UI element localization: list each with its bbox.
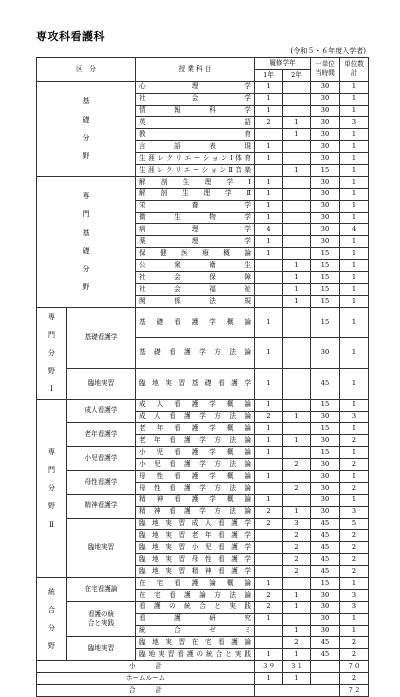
credits-cell: 2 [340,554,369,566]
hours-cell: 15 [311,248,340,260]
subject-cell: 薬 理 学 [136,236,255,248]
subject-cell: 老 年 看 護 学 概 論 [136,423,255,435]
table-row [37,81,369,93]
hours-cell: 15 [311,165,340,177]
hours-cell: 30 [311,212,340,224]
group-cell [37,176,136,307]
year2-cell [283,141,311,153]
year1-cell: 1 [255,153,283,165]
subject-cell: 微 生 物 学 [136,212,255,224]
group-cell-label: 基礎分野 [82,97,90,161]
subject-cell: 成 人 看 護 学 概 論 [136,399,255,411]
credits-cell: 1 [340,283,369,295]
hours-cell: 30 [311,589,340,601]
subject-cell: 基 礎 看 護 学 概 論 [136,307,255,338]
homeroom-year2: 1 [283,673,311,685]
hours-cell: 30 [311,81,340,93]
credits-cell: 1 [340,399,369,411]
subject-cell: 在 宅 看 護 論 概 論 [136,578,255,590]
subject-cell: 臨 地 実 習 小 児 看 護 学 [136,542,255,554]
table-row [37,176,369,188]
year1-cell: 2 [255,117,283,129]
year1-cell: 1 [255,423,283,435]
year2-cell: 1 [283,272,311,284]
subtotal-row [37,661,369,673]
year2-cell: 1 [283,625,311,637]
year2-cell [283,470,311,482]
hours-cell: 15 [311,260,340,272]
credits-cell: 1 [340,368,369,399]
year1-cell: 2 [255,601,283,613]
hours-cell: 45 [311,637,340,649]
table-row [37,399,369,411]
year1-cell: 1 [255,494,283,506]
year1-cell [255,283,283,295]
year1-cell: 1 [255,649,283,661]
hours-cell: 30 [311,470,340,482]
hours-cell: 30 [311,200,340,212]
group-cell [37,81,136,176]
credits-cell: 1 [340,470,369,482]
homeroom-row [37,673,369,685]
subject-cell: 社 会 保 障 [136,272,255,284]
subject-cell: 生涯レクリエーションⅠ体育 [136,153,255,165]
group-cell [37,578,67,661]
year2-cell: 2 [283,482,311,494]
subject-cell: 心 理 学 [136,81,255,93]
subject-cell: 生涯レクリエーションⅡ音楽 [136,165,255,177]
year2-cell [283,176,311,188]
year2-cell: 3 [283,518,311,530]
subject-cell: 精 神 看 護 学 概 論 [136,494,255,506]
subject-cell: 保 健 医 療 概 論 [136,248,255,260]
group-cell-label: 専門分野Ⅱ [48,447,55,529]
hours-cell: 30 [311,338,340,369]
year2-cell: 2 [283,530,311,542]
hours-cell: 45 [311,368,340,399]
year1-cell [255,482,283,494]
subject-cell: 社 会 福 祉 [136,283,255,295]
year1-cell: 1 [255,248,283,260]
credits-cell: 1 [340,141,369,153]
year2-cell [283,105,311,117]
area-cell: 臨地実習 [67,368,136,399]
table-row [37,518,369,530]
subject-cell: 解 剖 生 理 学 Ⅰ [136,176,255,188]
hours-cell: 45 [311,566,340,578]
header-subject: 授 業 科 目 [136,58,255,82]
year1-cell: 1 [255,368,283,399]
table-row [37,368,369,399]
subject-cell: 関 係 法 規 [136,295,255,307]
year2-cell [283,236,311,248]
hours-cell: 15 [311,283,340,295]
subtotal-credits: ７０ [340,661,369,673]
area-cell: 精神看護学 [67,494,136,518]
area-cell: 成人看護学 [67,399,136,423]
year1-cell [255,165,283,177]
year2-cell: 1 [283,435,311,447]
year1-cell: 2 [255,518,283,530]
year2-cell: 2 [283,459,311,471]
credits-cell: 1 [340,212,369,224]
hours-cell: 45 [311,649,340,661]
year1-cell [255,625,283,637]
hours-cell: 30 [311,176,340,188]
homeroom-year1: 1 [255,673,283,685]
subject-cell: 精 神 看 護 学 方 法 論 [136,506,255,518]
subject-cell: 臨 地 実 習 母 性 看 護 学 [136,554,255,566]
hours-cell: 30 [311,625,340,637]
year1-cell [255,542,283,554]
credits-cell: 1 [340,129,369,141]
hours-cell: 30 [311,601,340,613]
subject-cell: 基 礎 看 護 学 方 法 論 [136,338,255,369]
credits-cell: 1 [340,613,369,625]
header-credits: 単位数 計 [340,58,369,82]
credits-cell: 1 [340,176,369,188]
year1-cell [255,530,283,542]
hours-cell: 15 [311,399,340,411]
hours-cell: 30 [311,506,340,518]
year2-cell: 1 [283,283,311,295]
year1-cell: 1 [255,81,283,93]
year2-cell [283,578,311,590]
year2-cell: 2 [283,637,311,649]
page-title: 専攻科看護科 [36,30,105,43]
year1-cell: 1 [255,212,283,224]
hours-cell: 15 [311,578,340,590]
area-cell: 小児看護学 [67,447,136,471]
hours-cell: 30 [311,494,340,506]
subject-cell: 情 報 科 学 [136,105,255,117]
year2-cell: 1 [283,260,311,272]
year2-cell [283,613,311,625]
year2-cell [283,81,311,93]
subject-cell: 臨地実習看護の統合と実践 [136,649,255,661]
subject-cell: 母 性 看 護 学 方 法 論 [136,482,255,494]
total-credits: ７２ [340,685,369,697]
hours-cell: 30 [311,411,340,423]
hours-cell: 30 [311,435,340,447]
group-cell-label: 専門分野Ⅰ [48,312,55,394]
year2-cell [283,399,311,411]
subtotal-hours [311,661,340,673]
total-row [37,685,369,697]
credits-cell: 3 [340,589,369,601]
hours-cell: 30 [311,224,340,236]
year2-cell: 1 [283,589,311,601]
hours-cell: 30 [311,613,340,625]
credits-cell: 1 [340,200,369,212]
credits-cell: 1 [340,81,369,93]
hours-cell: 30 [311,117,340,129]
table-row [37,637,369,649]
subject-cell: 臨 地 実 習 精 神 看 護 学 [136,566,255,578]
subject-cell: 臨 地 実 習 在 宅 看 護 論 [136,637,255,649]
hours-cell: 30 [311,129,340,141]
year2-cell: 1 [283,601,311,613]
homeroom-hours [311,673,340,685]
year1-cell: 1 [255,188,283,200]
subject-cell: 公 衆 衛 生 [136,260,255,272]
credits-cell: 2 [340,566,369,578]
year2-cell [283,494,311,506]
total-label: 合 計 [37,685,255,697]
year1-cell: 1 [255,399,283,411]
year2-cell: 1 [283,117,311,129]
year1-cell: 1 [255,105,283,117]
subject-cell: 教 育 [136,129,255,141]
credits-cell: 3 [340,601,369,613]
year1-cell: 1 [255,176,283,188]
year1-cell [255,459,283,471]
subject-cell: 栄 養 学 [136,200,255,212]
year2-cell: 2 [283,566,311,578]
cohort-note: (令和５・６年度入学者) [290,47,366,55]
header-kubun: 区 分 [37,58,136,82]
credits-cell: 1 [340,236,369,248]
year2-cell [283,338,311,369]
year1-cell [255,566,283,578]
credits-cell: 2 [340,649,369,661]
credits-cell: 3 [340,117,369,129]
header-hours: 一単位 当時間 [311,58,340,82]
credits-cell: 1 [340,307,369,338]
group-cell [37,399,67,577]
hours-cell: 45 [311,542,340,554]
subject-cell: 小 児 看 護 学 方 法 論 [136,459,255,471]
year1-cell [255,295,283,307]
year2-cell: 2 [283,554,311,566]
hours-cell: 30 [311,482,340,494]
year2-cell [283,224,311,236]
hours-cell: 30 [311,153,340,165]
area-cell: 臨地実習 [67,518,136,577]
table-row [37,601,369,613]
credits-cell: 4 [340,224,369,236]
year1-cell: 1 [255,613,283,625]
hours-cell: 15 [311,272,340,284]
credits-cell: 1 [340,447,369,459]
hours-cell: 30 [311,188,340,200]
credits-cell: 1 [340,423,369,435]
area-cell: 母性看護学 [67,470,136,494]
subject-cell: 老 年 看 護 学 方 法 論 [136,435,255,447]
subject-cell: 社 会 学 [136,93,255,105]
year1-cell [255,272,283,284]
hours-cell: 30 [311,105,340,117]
year2-cell: 1 [283,411,311,423]
year2-cell [283,307,311,338]
credits-cell: 1 [340,625,369,637]
hours-cell: 15 [311,423,340,435]
credits-cell: 3 [340,411,369,423]
hours-cell: 45 [311,518,340,530]
subject-cell: 看 護 研 究 [136,613,255,625]
subject-cell: 言 語 表 現 [136,141,255,153]
year2-cell: 1 [283,165,311,177]
table-row [37,494,369,506]
hours-cell: 45 [311,554,340,566]
credits-cell: 1 [340,93,369,105]
credits-cell: 1 [340,188,369,200]
hours-cell: 15 [311,295,340,307]
homeroom-label: ホームルーム [37,673,255,685]
hours-cell: 45 [311,530,340,542]
area-cell: 在宅看護論 [67,578,136,602]
credits-cell: 2 [340,459,369,471]
year1-cell [255,260,283,272]
subtotal-year2: ３１ [283,661,311,673]
hours-cell: 15 [311,447,340,459]
subject-cell: 成 人 看 護 学 方 法 論 [136,411,255,423]
year1-cell: 1 [255,93,283,105]
hours-cell: 30 [311,93,340,105]
subject-cell: 英 語 [136,117,255,129]
year1-cell: 1 [255,578,283,590]
credits-cell: 1 [340,248,369,260]
year2-cell [283,447,311,459]
credits-cell: 1 [340,105,369,117]
year2-cell [283,153,311,165]
group-cell-label: 専門基礎分野 [82,192,90,292]
year1-cell: 2 [255,506,283,518]
area-cell: 基礎看護学 [67,307,136,368]
group-cell [37,307,67,399]
year2-cell [283,93,311,105]
credits-cell: 1 [340,165,369,177]
area-cell: 看護の統 合と実践 [67,601,136,637]
year2-cell: 1 [283,295,311,307]
credits-cell: 1 [340,260,369,272]
year1-cell: 2 [255,589,283,601]
header-year-2: 2年 [283,69,311,81]
credits-cell: 1 [340,578,369,590]
year2-cell: 1 [283,129,311,141]
header-year: 履修学年 [255,58,311,70]
credits-cell: 1 [340,494,369,506]
header-row [37,58,369,70]
hours-cell: 30 [311,141,340,153]
area-cell: 臨地実習 [67,637,136,661]
group-cell-label: 統合分野 [48,587,55,651]
credits-cell: 1 [340,338,369,369]
table-row [37,307,369,338]
year1-cell: 1 [255,141,283,153]
total-blank [255,685,340,697]
year1-cell [255,129,283,141]
subtotal-label: 小 計 [37,661,255,673]
header-year-1: 1年 [255,69,283,81]
credits-cell: 2 [340,637,369,649]
table-row [37,470,369,482]
year2-cell: 1 [283,649,311,661]
area-cell: 老年看護学 [67,423,136,447]
subject-cell: 臨 地 実 習 成 人 看 護 学 [136,518,255,530]
subtotal-year1: ３９ [255,661,283,673]
subject-cell: 統 合 ゼ ミ [136,625,255,637]
credits-cell: 1 [340,153,369,165]
year1-cell: 1 [255,200,283,212]
year1-cell: 1 [255,236,283,248]
year2-cell [283,248,311,260]
credits-cell: 3 [340,506,369,518]
year1-cell: 1 [255,435,283,447]
year1-cell: 4 [255,224,283,236]
year2-cell [283,188,311,200]
year2-cell [283,200,311,212]
subject-cell: 病 理 学 [136,224,255,236]
year1-cell [255,554,283,566]
year1-cell: 1 [255,470,283,482]
credits-cell: 2 [340,482,369,494]
year2-cell: 1 [283,506,311,518]
homeroom-credits: 2 [340,673,369,685]
subject-cell: 小 児 看 護 学 概 論 [136,447,255,459]
year1-cell: 1 [255,447,283,459]
credits-cell: 2 [340,542,369,554]
year1-cell [255,637,283,649]
year1-cell: 2 [255,411,283,423]
subject-cell: 臨 地 実 習 老 年 看 護 学 [136,530,255,542]
credits-cell: 1 [340,295,369,307]
subject-cell: 解 剖 生 理 学 Ⅱ [136,188,255,200]
subject-cell: 臨 地 実 習 基 礎 看 護 学 [136,368,255,399]
table-row [37,447,369,459]
subject-cell: 母 性 看 護 学 概 論 [136,470,255,482]
table-row [37,578,369,590]
year2-cell [283,212,311,224]
credits-cell: 1 [340,272,369,284]
credits-cell: 2 [340,435,369,447]
year2-cell [283,423,311,435]
curriculum-table [36,57,369,697]
hours-cell: 30 [311,459,340,471]
year2-cell: 2 [283,542,311,554]
credits-cell: 5 [340,518,369,530]
year2-cell [283,368,311,399]
year1-cell: 1 [255,338,283,369]
hours-cell: 30 [311,236,340,248]
year1-cell: 1 [255,307,283,338]
table-row [37,423,369,435]
subject-cell: 看 護 の 統 合 と 実 践 [136,601,255,613]
credits-cell: 2 [340,530,369,542]
subject-cell: 在 宅 看 護 論 方 法 論 [136,589,255,601]
hours-cell: 15 [311,307,340,338]
